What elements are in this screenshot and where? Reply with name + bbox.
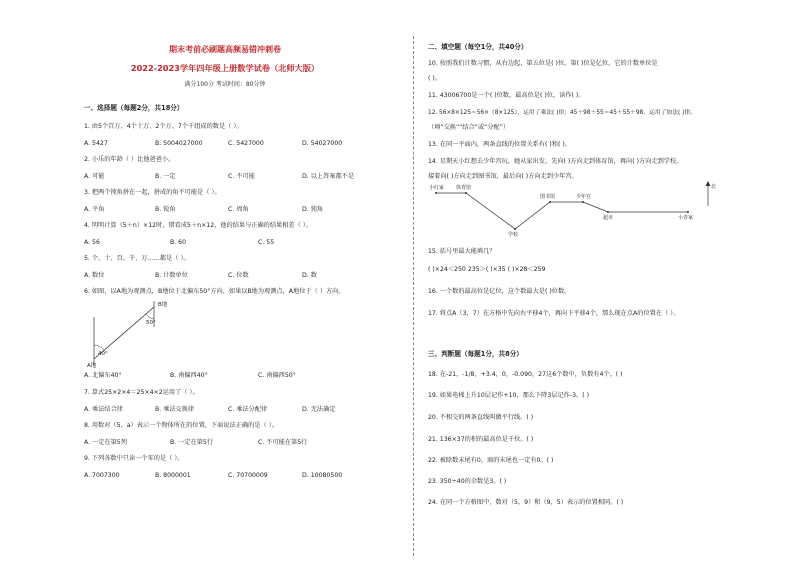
option: A. 5427 [84,140,108,147]
exam-subtitle: 2022-2023学年四年级上册数学试卷（北师大版） [130,63,320,73]
question-text: 14. 星期天小红想去少年宫玩，她从家出发，先向( )方向走到体育馆，再向( )方向走到学校， [428,158,683,165]
option: C. 不可能在第5行 [258,439,308,446]
option: B. 南偏西40° [170,372,208,379]
question-text: 接着向( )方向走到图书馆，最后向( )方向走到少年宫。 [428,173,578,180]
map-label-market: 超市 [603,215,614,221]
question-text: 5. 个、十、百、千、万……都是（ ）。 [84,255,190,262]
option: D. 54027000 [302,140,343,147]
exam-meta: 满分100分 考试时间：80分钟 [184,81,266,88]
option: B. 锐角 [155,206,176,213]
option: B. 乘法交换律 [155,406,195,413]
option: B. 8000001 [155,472,191,479]
route-point [549,201,551,203]
route-point [582,201,584,203]
option: A. 56 [84,239,100,246]
option: A. 乘法结合律 [84,406,123,413]
question-text: （填“交换”“结合”或“分配”） [428,124,510,131]
question-text: 15. 括号里最大能填几？ [428,248,496,255]
option: A. 可能 [84,173,105,180]
option: C. 5427000 [228,140,264,147]
question-text: 12. 56×8×125＝56×（8×125），运用了乘法( )律；45＋98＋55＝45＋55＋98，运用了加法( )律。 [428,110,696,116]
column-divider [413,36,414,556]
question-text: 6. 如图，以A地为观测点，B地位于北偏东50°方向，如果以B地为观测点，A地位于（ ）方向。 [84,288,345,295]
question-text: 7. 算式25×2×4＝25×4×2运用了（ ）。 [84,389,199,396]
angle-arc-a [94,345,104,350]
option: D. 无法确定 [302,406,336,413]
route-point [465,192,467,194]
map-label-school: 学校 [508,232,519,238]
north-arrow-icon [706,181,711,186]
map-label-gym: 体育馆 [456,185,472,191]
route-point [435,192,437,194]
map-label-library: 图书馆 [540,194,556,200]
question-text: 3. 把两个钝角拼在一起，拼成的角不可能是（ ）。 [84,189,221,196]
option: B. 计数单位 [155,272,188,279]
option: B. 一定 [155,173,176,180]
b-point-label: B地 [158,302,168,308]
question-text: 17. 将点A（3，7）在方格中先向右平移4个，再向下平移4个，那么现在点A的位置在（ ）。 [428,310,680,317]
question-text: 8. 用数对（5，a）表示一个物体所在的位置，下面说法正确的是（ ）。 [84,422,278,429]
exam-title: 期末考前必刷题高频易错冲刺卷 [169,45,281,54]
a-point-label: A地 [87,363,97,369]
question-text: ( )。 [428,75,441,82]
map-label-home: 小红家 [429,185,445,191]
option: B. 5004027000 [155,140,203,147]
question-text: 10. 按照我们计数习惯，从右边起，第五位是( )位，第( )位是亿位，它的计数单位是 [428,60,658,67]
map-label-youth-palace: 少年宫 [576,194,592,200]
route-map [428,180,718,238]
option: C. 55 [258,239,275,246]
question-text: 24. 在同一个方格图中，数对（5，9）和（9，5）表示的位置相同。( ) [428,499,624,506]
option: A. 北偏东40° [84,372,122,379]
question-text: 11. 43006700是一个( )位数，最高位是( )位，读作( )。 [428,92,585,99]
section-heading-judge: 三、判断题（每题1分，共8分） [428,350,523,358]
route-point [687,211,689,213]
option: D. 以上答案都不是 [302,173,355,180]
section-heading-fill: 二、填空题（每空1分，共40分） [428,43,528,51]
option: A. 数位 [84,272,105,279]
question-text: ( )×24＜250 235＞( )×35 ( )×28＜259 [428,266,546,273]
right-column [418,0,794,562]
option: A. 平角 [84,206,105,213]
map-north-label: 北 [711,184,717,190]
option: C. 位数 [228,272,249,279]
question-text: 20. 不相交的两条直线叫做平行线。( ) [428,414,534,421]
option: C. 南偏西50° [258,372,296,379]
question-text: 22. 被除数末尾有0，商的末尾也一定有0。( ) [428,457,554,464]
option: C. 70700009 [228,472,268,479]
option: A. 7007300 [84,472,120,479]
section-heading-choice: 一、选择题（每题2分，共18分） [84,104,184,112]
direction-figure [84,297,194,369]
question-text: 4. 明明计算（5＋n）×12时，错看成5＋n×12，他的结果与正确的结果相差（ ）。 [84,222,313,229]
question-text: 23. 350÷40的余数是3。( ) [428,478,507,485]
option: C. 乘法分配律 [228,406,268,413]
question-text: 13. 在同一平面内，两条直线的位置关系有( )和( )。 [428,141,571,148]
map-label-qing-home: 小青家 [678,215,694,221]
option: C. 周角 [228,206,249,213]
question-text: 16. 一个数的最高位是亿位，这个数最大是( )位数。 [428,288,571,295]
option: B. 60 [170,239,187,246]
option: C. 不可能 [228,173,255,180]
question-text: 19. 如果电梯上升10层记作+10，那么下降3层记作-3。( ) [428,392,590,399]
question-text: 9. 下列各数中只读一个零的是（ ）。 [84,455,184,462]
angle-label-40: 40° [98,351,108,357]
option: D. 10080500 [302,472,343,479]
question-text: 21. 136×37的积的最高位是千位。( ) [428,436,534,443]
route-line [436,193,688,229]
question-text: 1. 由5个百万、4个十万、2个万、7个千组成的数是（ ）。 [84,123,243,130]
option: A. 一定在第5列 [84,439,127,446]
question-text: 2. 小乐的年龄（ ）比他爸爸小。 [84,156,175,163]
angle-arc-b [146,314,154,319]
option: B. 一定在第5行 [170,439,214,446]
question-text: 18. 在-21，-1/8，+3.4，0，-0.090，27这6个数中，负数有4个。( ) [428,371,623,378]
route-point [607,211,609,213]
option: D. 数 [302,272,317,279]
angle-label-50: 50° [146,320,156,326]
route-point [514,228,516,230]
option: D. 钝角 [302,206,324,213]
